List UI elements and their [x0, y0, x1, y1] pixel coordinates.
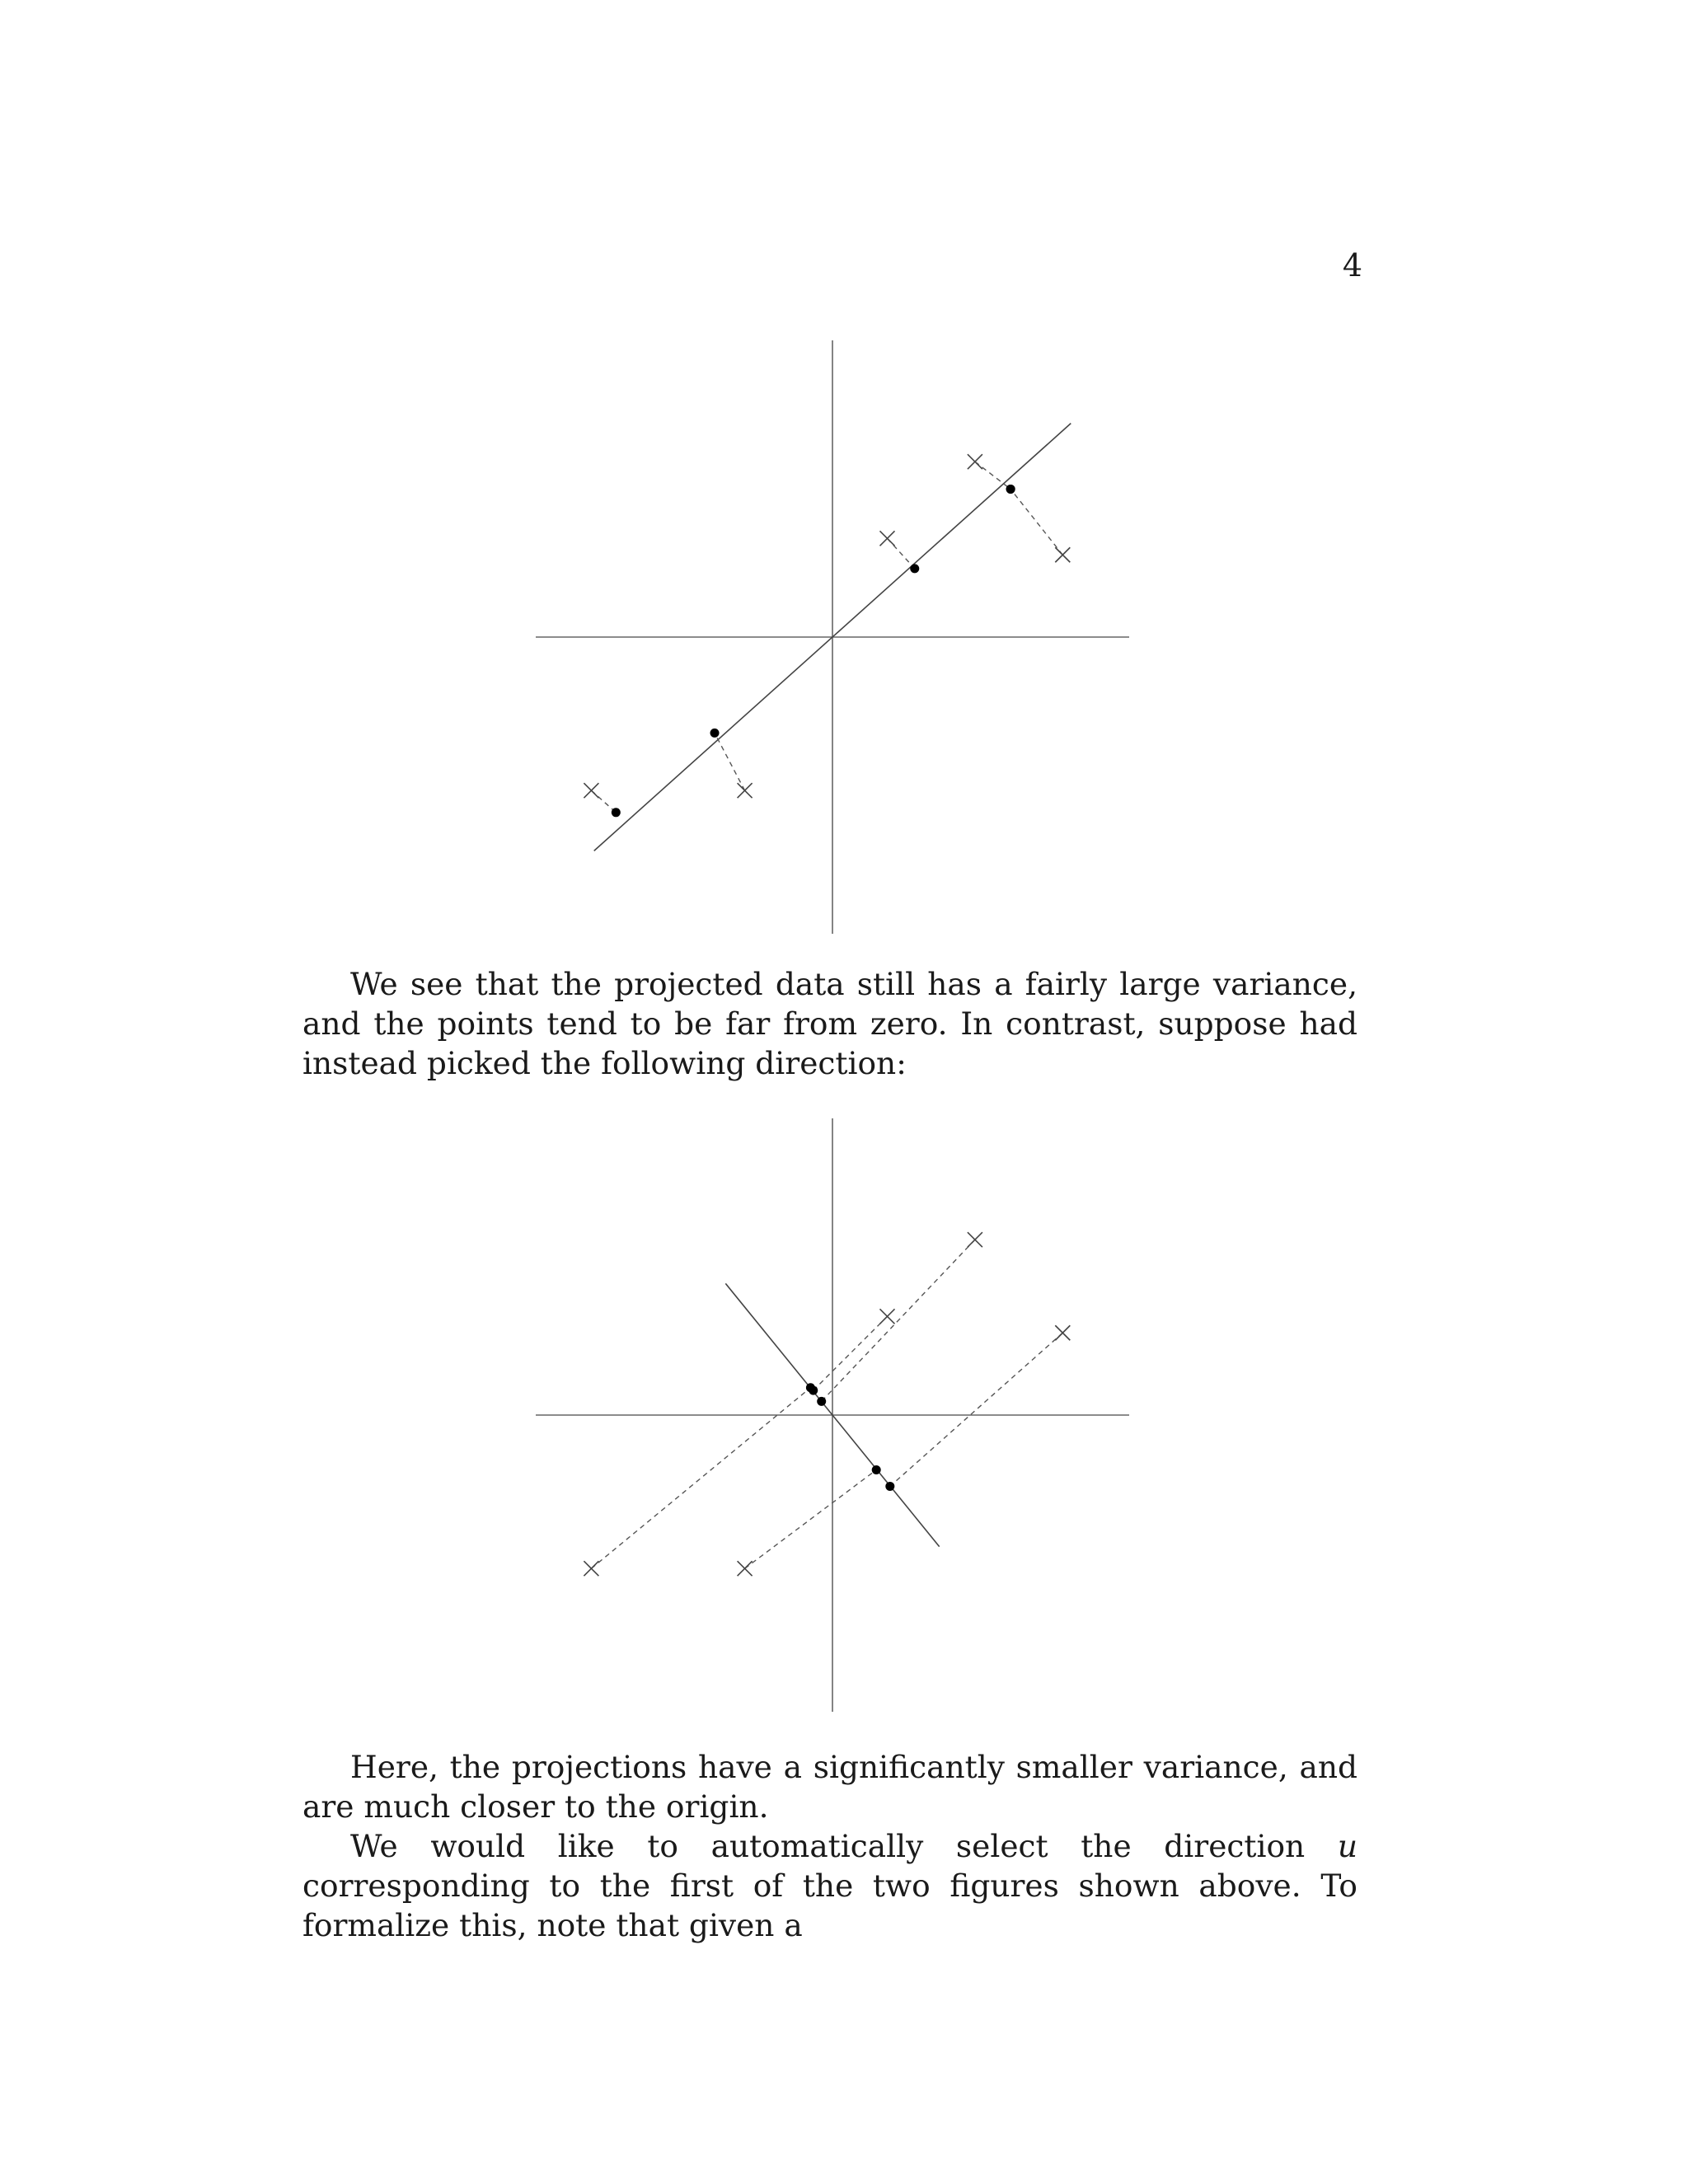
math-variable-u: u	[1337, 1828, 1357, 1864]
paragraph-smaller-variance	[302, 1747, 1357, 1826]
projection-line	[715, 733, 745, 790]
projection-line	[890, 1333, 1062, 1486]
data-point-cross	[584, 1561, 598, 1576]
data-point-cross	[968, 454, 982, 469]
projection-line	[1010, 489, 1062, 555]
paragraph-projected-variance	[302, 964, 1357, 1083]
projection-line	[822, 1240, 975, 1401]
page-number: 4	[1342, 247, 1362, 284]
paragraph-text: We see that the projected data still has a fairly large variance, and the points tend to be far from zero. In contrast, suppose had instead picked the following direction:	[302, 966, 1357, 1081]
projection-line	[814, 1316, 888, 1390]
paragraph-text: We would like to automatically select the direction	[350, 1828, 1338, 1864]
paragraph-text: Here, the projections have a significantly smaller variance, and are much closer to the origin.	[302, 1749, 1357, 1825]
data-point-cross	[738, 783, 753, 798]
data-point-cross	[1055, 547, 1070, 562]
projected-point	[872, 1465, 881, 1474]
projected-point	[910, 564, 919, 573]
projection-line	[745, 1470, 877, 1569]
figure-minor-projection	[536, 1118, 1129, 1712]
data-point-cross	[880, 1309, 895, 1324]
projected-point	[885, 1482, 894, 1491]
data-point-cross	[738, 1561, 753, 1576]
data-point-cross	[968, 1232, 982, 1247]
paragraph-text: corresponding to the first of the two figures shown above. To formalize this, note that given a	[302, 1868, 1357, 1943]
projected-point	[817, 1397, 826, 1406]
figure-major-projection	[536, 340, 1129, 934]
projected-point	[710, 729, 720, 738]
projected-point	[612, 808, 621, 817]
data-point-cross	[880, 531, 895, 546]
projected-point	[1006, 485, 1015, 494]
data-point-cross	[584, 783, 598, 798]
projected-point	[809, 1386, 818, 1395]
paragraph-select-direction	[302, 1826, 1357, 1945]
data-point-cross	[1055, 1325, 1070, 1340]
projection-line	[975, 462, 1010, 489]
